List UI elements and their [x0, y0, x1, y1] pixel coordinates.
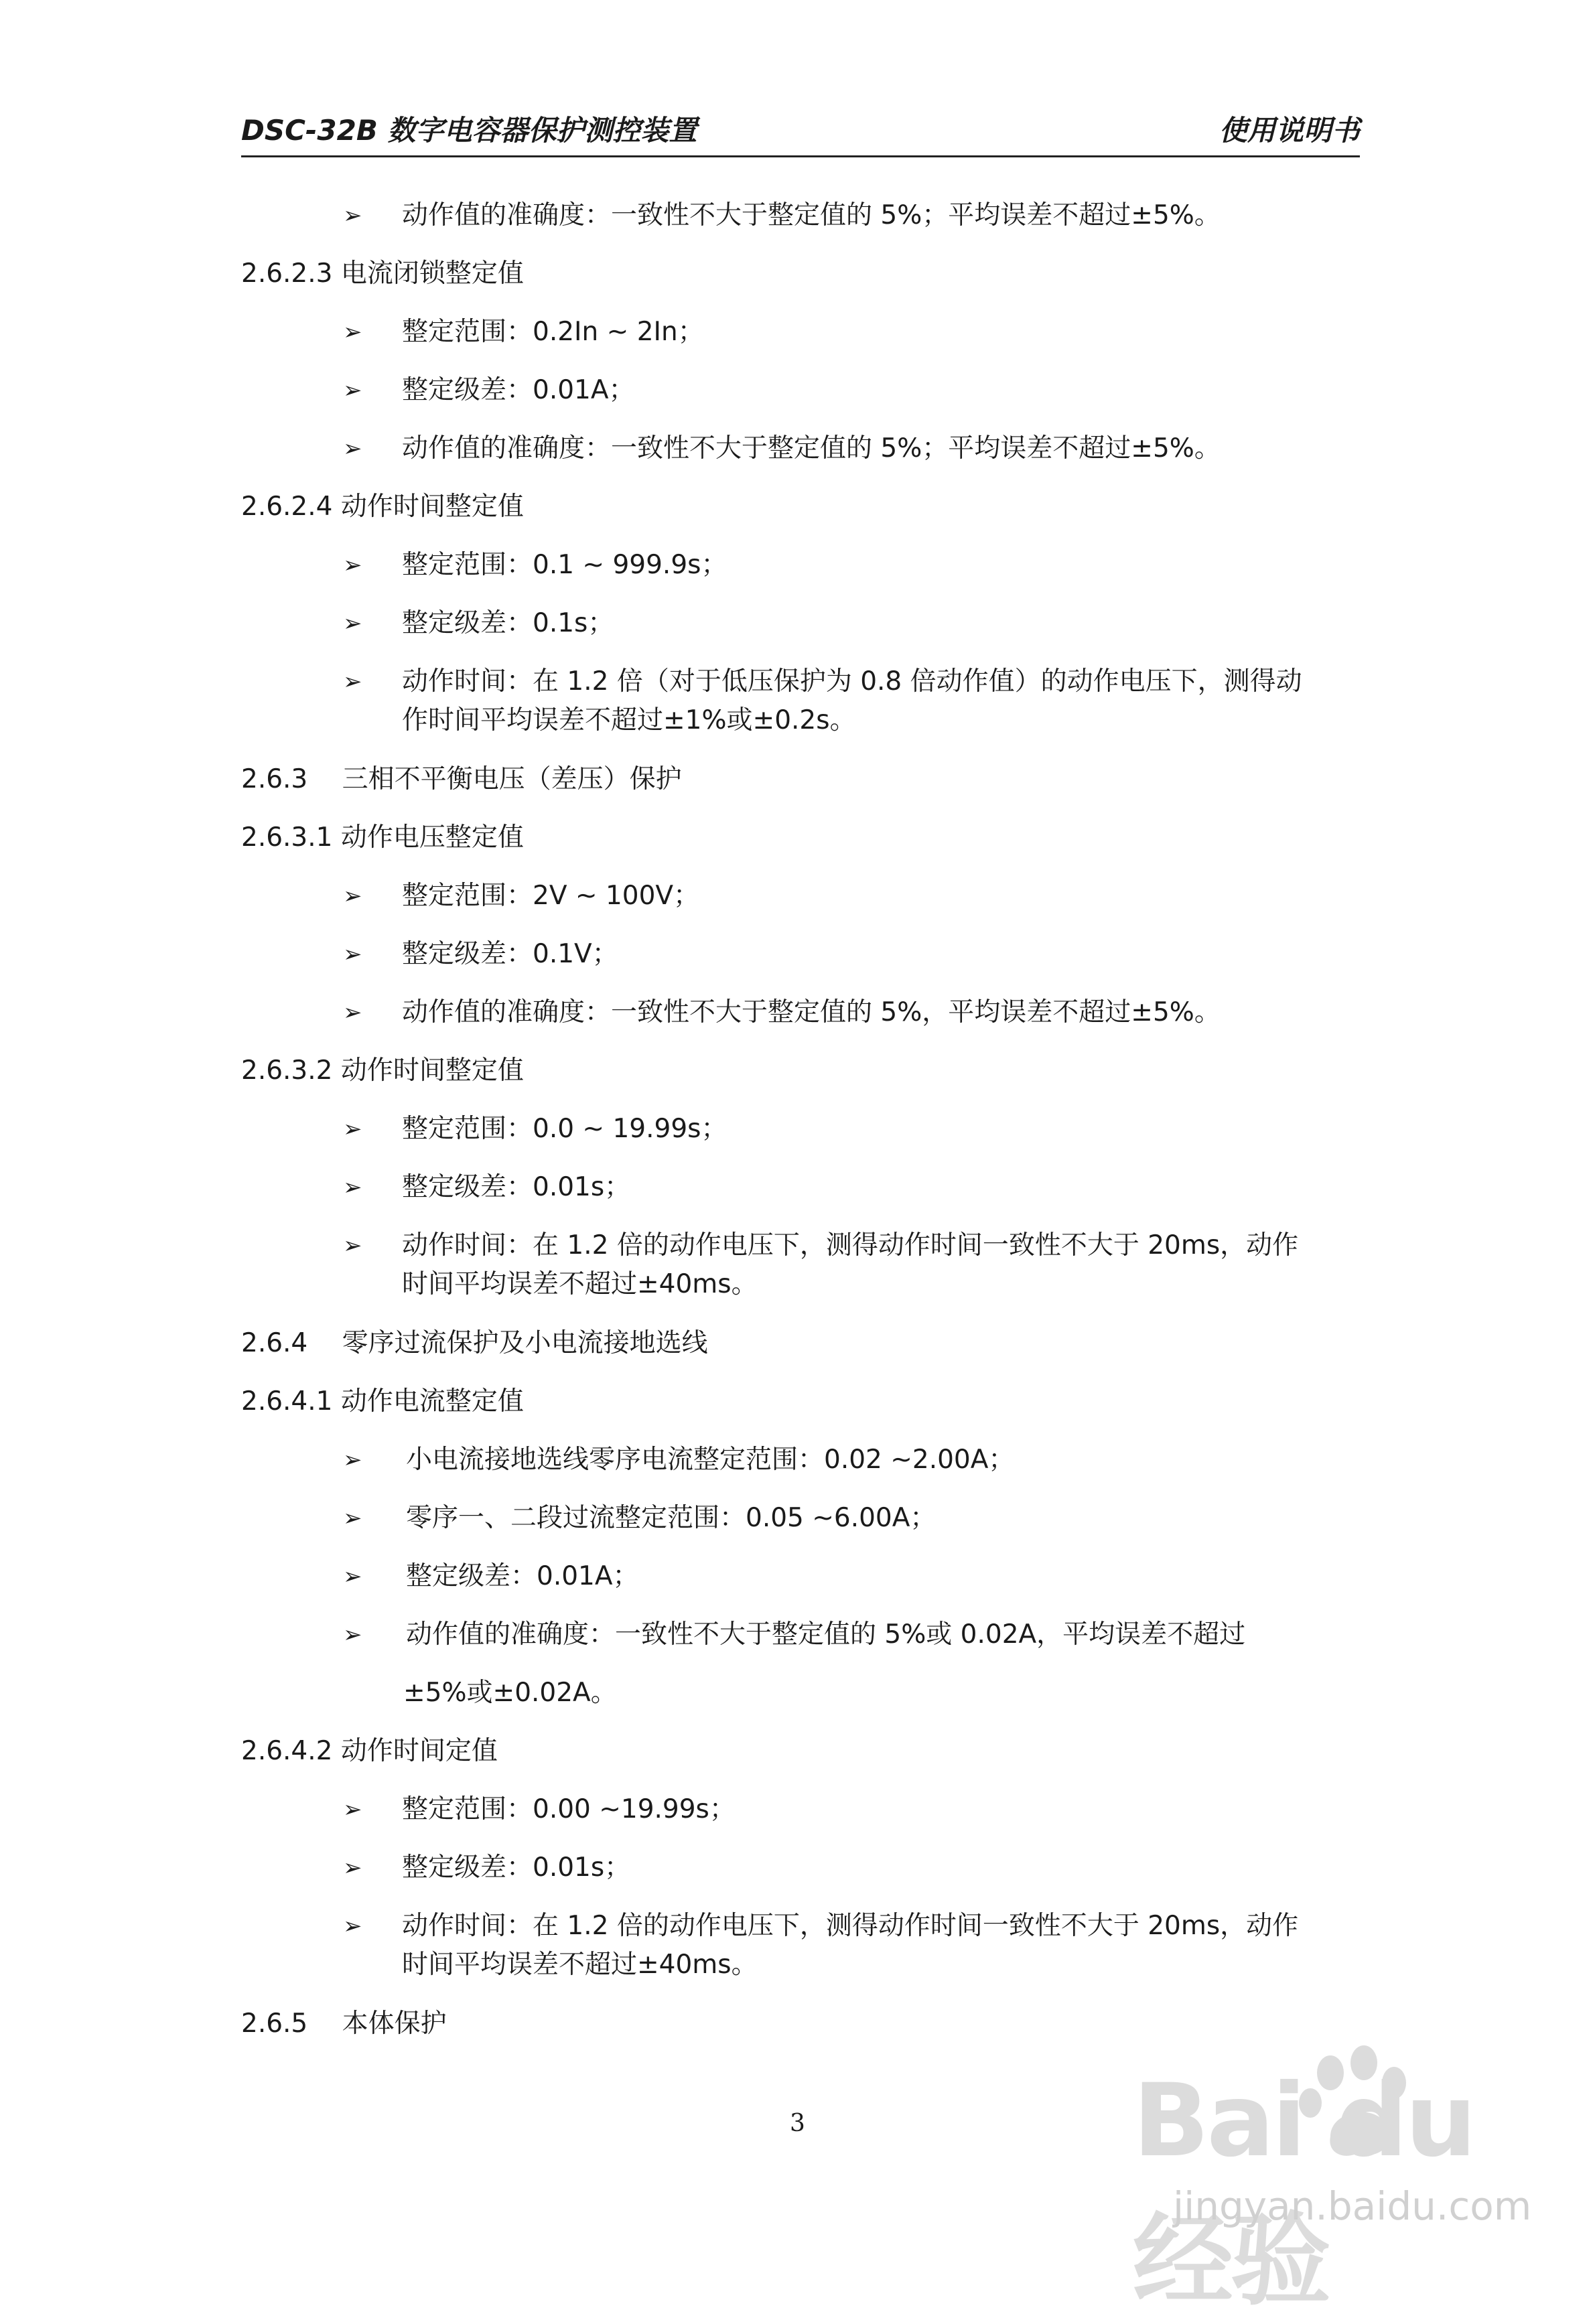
- arrow-bullet-icon: ➢: [343, 883, 362, 910]
- arrow-bullet-icon: ➢: [343, 552, 362, 579]
- arrow-bullet-icon: ➢: [343, 1563, 362, 1590]
- arrow-bullet-icon: ➢: [343, 1855, 362, 1881]
- arrow-bullet-icon: ➢: [343, 610, 362, 637]
- arrow-bullet-icon: ➢: [343, 1913, 362, 1940]
- page-number: 3: [790, 2110, 805, 2137]
- list-item-continuation: ±5%或±0.02A。: [403, 1678, 617, 1708]
- watermark-brand: Bai du 经验: [1133, 2063, 1474, 2319]
- list-item-continuation: 时间平均误差不超过±40ms。: [402, 1269, 758, 1299]
- header-doc-type: 使用说明书: [1219, 114, 1360, 147]
- arrow-bullet-icon: ➢: [343, 1447, 362, 1473]
- watermark-site: jingyan.baidu.com: [1173, 2183, 1532, 2229]
- arrow-bullet-icon: ➢: [343, 1174, 362, 1201]
- section-heading: 2.6.4.2 动作时间定值: [241, 1736, 498, 1766]
- arrow-bullet-icon: ➢: [343, 999, 362, 1026]
- document-body: ➢ 动作值的准确度：一致性不大于整定值的 5%；平均误差不超过±5%。 2.6.2.3 电流闭锁整定值 ➢ 整定范围：0.2In ~ 2In； ➢ 整定级差：0.01A； ➢ 动作值的准确度：一致性不大于整定值的 5%；平均误差不超过±5%。 2.6.2.4 动作时间整定值 ➢ 整定范围：0.1 ~ 999.9s； ➢ 整定级差：0.1s； ➢ 动作时间：在 1.2 倍（对于低压保护为 0.8 倍动作值）的动作电压下，测得动 作时间平均误差不超过±1%或±0.2s。 2.6.3 三相不平衡电压（差压）保护 2.6.3.1 动作电压整定值 ➢ 整定范围：2V ~ 100V； ➢ 整定级差：0.1V； ➢ 动作值的准确度：一致性不大于整定值的 5%，平均误差不超过±5%。 2.6.3.2 动作时间整定值 ➢ 整定范围：0.0 ~ 19.99s； ➢ 整定级差：0.01s； ➢ 动作时间：在 1.2 倍的动作电压下，测得动作时间一致性不大于 20ms，动作 时间平均误差不超过±40ms。 2.6.4 零序过流保护及小电流接地选线 2.6.4.1 动作电流整定值 ➢ 小电流接地选线零序电流整定范围：0.02 ~2.00A； ➢ 零序一、二段过流整定范围：0.05 ~6.00A； ➢ 整定级差：0.01A； ➢ 动作值的准确度：一致性不大于整定值的 5%或 0.02A，平均误差不超过 ±5%或±0.02A。 2.6.4.2 动作时间定值 ➢ 整定范围：0.00 ~19.99s； ➢ 整定级差：0.01s； ➢ 动作时间：在 1.2 倍的动作电压下，测得动作时间一致性不大于 20ms，动作 时间平均误差不超过±40ms。 2.6.5 本体保护: [241, 200, 1302, 2039]
- section-heading: 2.6.3 三相不平衡电压（差压）保护: [241, 764, 682, 794]
- section-heading: 2.6.5 本体保护: [241, 2009, 447, 2039]
- section-heading: 2.6.4.1 动作电流整定值: [241, 1386, 524, 1417]
- arrow-bullet-icon: ➢: [343, 668, 362, 695]
- arrow-bullet-icon: ➢: [343, 1796, 362, 1823]
- list-item-continuation: 作时间平均误差不超过±1%或±0.2s。: [402, 705, 856, 735]
- arrow-bullet-icon: ➢: [343, 377, 362, 404]
- arrow-bullet-icon: ➢: [343, 1621, 362, 1648]
- list-item-continuation: 时间平均误差不超过±40ms。: [402, 1950, 758, 1980]
- arrow-bullet-icon: ➢: [343, 1232, 362, 1259]
- arrow-bullet-icon: ➢: [343, 1505, 362, 1532]
- header-title: DSC-32B 数字电容器保护测控装置: [241, 114, 697, 147]
- section-heading: 2.6.3.2 动作时间整定值: [241, 1056, 524, 1086]
- section-heading: 2.6.2.3 电流闭锁整定值: [241, 259, 524, 289]
- arrow-bullet-icon: ➢: [343, 319, 362, 346]
- arrow-bullet-icon: ➢: [343, 941, 362, 968]
- section-heading: 2.6.3.1 动作电压整定值: [241, 822, 524, 853]
- section-heading: 2.6.2.4 动作时间整定值: [241, 492, 524, 522]
- arrow-bullet-icon: ➢: [343, 202, 362, 229]
- arrow-bullet-icon: ➢: [343, 1116, 362, 1143]
- arrow-bullet-icon: ➢: [343, 435, 362, 462]
- baidu-watermark: [1133, 2043, 1548, 2319]
- section-heading: 2.6.4 零序过流保护及小电流接地选线: [241, 1328, 708, 1358]
